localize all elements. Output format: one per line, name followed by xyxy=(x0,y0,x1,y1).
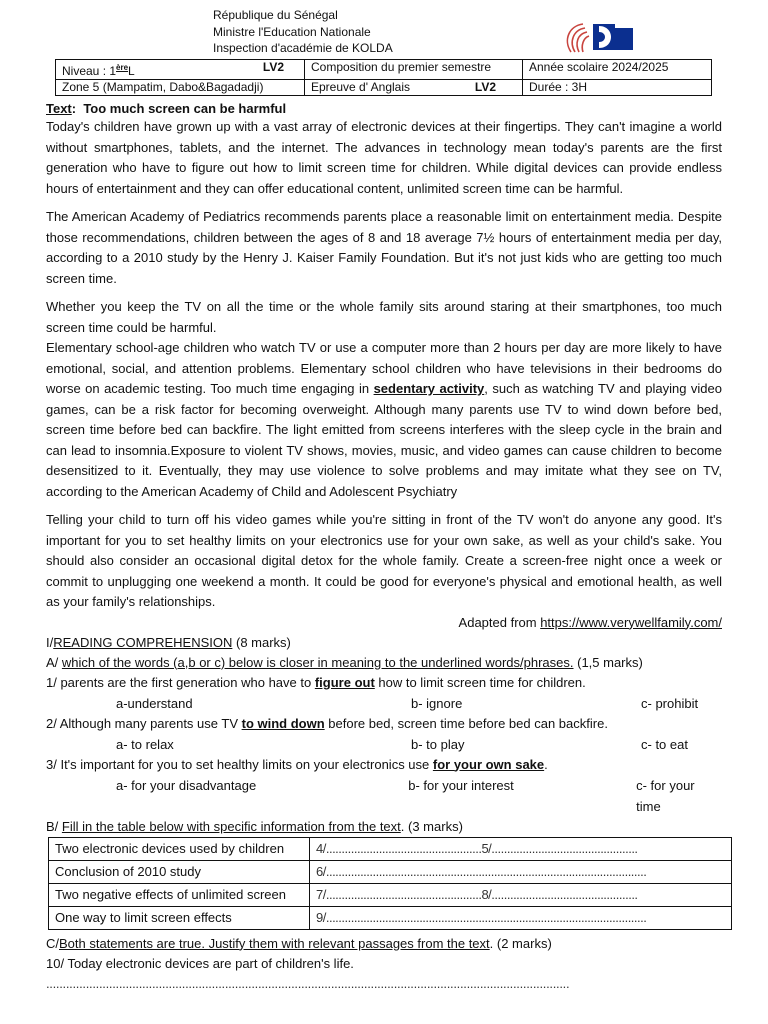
section-1-marks: (8 marks) xyxy=(232,634,291,650)
answer-number: 8/ xyxy=(481,887,492,902)
duree-cell xyxy=(523,80,712,96)
niveau-label: Niveau : 1 xyxy=(62,64,117,78)
question-3-options xyxy=(46,775,722,817)
zone-label: Zone 5 (Mampatim, Dabo&Bagadadji) xyxy=(62,80,264,94)
question-2 xyxy=(46,714,722,734)
niveau-sup: ère xyxy=(116,63,129,72)
answer-cell[interactable]: 9/....................................................................................................... xyxy=(310,906,732,929)
niveau-suffix: L xyxy=(128,64,135,78)
ministry-logo xyxy=(563,22,637,56)
option-b[interactable]: b- for your interest xyxy=(408,777,514,793)
paragraph-2: The American Academy of Pediatrics recommends parents place a reasonable limit on entertainment media. Despite those recommendations, children between the ages of 8 and 18 average 7½ hours of entertainment media per day, according to a 2010 study by the Henry J. Kaiser Family Foundation. But it's not just kids who are getting too much screen time. xyxy=(46,209,722,286)
part-b-marks: . (3 marks) xyxy=(400,818,463,834)
option-a[interactable]: a- to relax xyxy=(116,736,174,752)
option-a[interactable]: a- for your disadvantage xyxy=(116,777,257,793)
credit-prefix: Adapted from xyxy=(458,614,541,630)
question-3 xyxy=(46,755,722,775)
paragraph-1: Today's children have grown up with a vast array of electronic devices at their fingertips. They can't imagine a world without smartphones, tablets, and the internet. The advances in technology mean today's parents are the first generation who have to figure out how to limit screen time for children. While digital devices can provide endless hours of entertainment and they can offer educational content, unlimited screen time can be harmful. xyxy=(46,119,722,196)
fill-in-table xyxy=(48,837,732,930)
option-b[interactable]: b- to play xyxy=(411,736,465,752)
header-block xyxy=(213,7,393,57)
question-3-end: . xyxy=(544,756,548,772)
question-1-underlined: figure out xyxy=(314,674,375,690)
answer-number: 7/ xyxy=(316,887,326,902)
lv2-subject: LV2 xyxy=(474,80,496,94)
answer-number: 4/ xyxy=(316,841,326,856)
section-1-heading xyxy=(46,633,722,653)
niveau-cell xyxy=(56,60,305,80)
composition-label: Composition du premier semestre xyxy=(311,60,492,74)
part-a-marks: (1,5 marks) xyxy=(573,654,643,670)
option-a[interactable]: a-understand xyxy=(116,695,193,711)
part-a-num: A/ xyxy=(46,654,62,670)
answer-number: 6/ xyxy=(316,864,326,879)
section-1-title: READING COMPREHENSION xyxy=(53,634,233,650)
row-label: Two electronic devices used by children xyxy=(49,837,310,860)
question-2-underlined: to wind down xyxy=(241,715,325,731)
duree-label: Durée : 3H xyxy=(529,80,588,94)
inspection-name: Inspection d'académie de KOLDA xyxy=(213,41,393,55)
question-1 xyxy=(46,673,722,693)
paragraph-4 xyxy=(46,338,722,502)
table-row xyxy=(49,860,732,883)
text-title-value: Too much screen can be harmful xyxy=(83,101,287,116)
answer-cell[interactable]: 4/..................................................5/............................................... xyxy=(310,837,732,860)
part-b-num: B/ xyxy=(46,818,62,834)
part-a-instruction: which of the words (a,b or c) below is closer in meaning to the underlined words/phrases. xyxy=(61,654,574,670)
source-credit xyxy=(46,613,722,633)
annee-label: Année scolaire 2024/2025 xyxy=(529,60,669,74)
table-row xyxy=(49,883,732,906)
paragraph-5: Telling your child to turn off his video games while you're sitting in front of the TV won't do anyone any good. It's important for you to set healthy limits on your electronics use for your own sake, as well as your child's sake. You should also consider an occasional digital detox for the whole family. Create a screen-free night once a week or commit to unplugging one weekend a month. It could be good for everyone's physical and emotional health, as well as your family's relationships. xyxy=(46,512,722,609)
answer-cell[interactable]: 6/....................................................................................................... xyxy=(310,860,732,883)
answer-line[interactable]: .............................................................................................................................................................. xyxy=(46,975,570,991)
question-2-end: before bed, screen time before bed can backfire. xyxy=(324,715,608,731)
row-label: One way to limit screen effects xyxy=(49,906,310,929)
text-label: Text xyxy=(46,101,72,116)
exam-info-table xyxy=(55,59,712,96)
lv2-level: LV2 xyxy=(262,60,284,74)
epreuve-cell xyxy=(305,80,523,96)
part-c-marks: . (2 marks) xyxy=(489,935,552,951)
part-c-heading xyxy=(46,934,722,954)
country-name: République du Sénégal xyxy=(213,8,338,22)
zone-cell xyxy=(56,80,305,96)
annee-cell xyxy=(523,60,712,80)
document-body xyxy=(46,100,722,994)
option-b[interactable]: b- ignore xyxy=(411,695,463,711)
paragraph-4-end: , such as watching TV and playing video games, can be a risk factor for becoming overweight. Although many parents use TV to wind down before bed, screen time before bed can backfire. The light emitted from screens interferes with the sleep cycle in the brain and can lead to insomnia.Exposure to violent TV shows, movies, music, and video games can cause children to become desensitized to it. Eventually, they may use violence to solve problems and may imitate what they see on TV, according to the American Academy of Child and Adolescent Psychiatry xyxy=(46,381,722,499)
paragraph-3: Whether you keep the TV on all the time or the whole family sits around staring at their smartphones, too much screen time could be harmful. xyxy=(46,299,722,335)
underlined-sedentary-activity: sedentary activity xyxy=(373,381,485,396)
section-1-num: I/ xyxy=(46,634,54,650)
option-c[interactable]: c- for your time xyxy=(636,777,695,814)
epreuve-label: Epreuve d' Anglais xyxy=(311,80,411,94)
paragraph-4-start: Elementary school-age children who watch TV or use a computer more than 2 hours per day are more likely to have emotional, social, and attention problems. Elementary school children who have televisions in their bedrooms do worse on academic testing. Too much time engaging in xyxy=(46,340,722,396)
part-a-heading xyxy=(46,653,722,673)
part-b-instruction: Fill in the table below with specific information from the text xyxy=(61,818,401,834)
question-2-options xyxy=(46,734,722,755)
table-row xyxy=(49,837,732,860)
text-title: Text: Too much screen can be harmful xyxy=(46,101,287,116)
credit-link[interactable]: https://www.verywellfamily.com/ xyxy=(540,614,722,630)
option-c[interactable]: c- to eat xyxy=(641,736,688,752)
part-b-heading xyxy=(46,817,722,837)
question-3-underlined: for your own sake xyxy=(432,756,545,772)
part-c-num: C/ xyxy=(46,935,59,951)
option-c[interactable]: c- prohibit xyxy=(641,695,699,711)
question-10: 10/ Today electronic devices are part of children's life. xyxy=(46,955,354,971)
question-3-start: 3/ It's important for you to set healthy limits on your electronics use xyxy=(46,756,433,772)
question-1-options xyxy=(46,693,722,714)
answer-number: 9/ xyxy=(316,910,326,925)
answer-cell[interactable]: 7/..................................................8/............................................... xyxy=(310,883,732,906)
question-2-start: 2/ Although many parents use TV xyxy=(46,715,242,731)
ministry-name: Ministre l'Education Nationale xyxy=(213,24,371,39)
table-row xyxy=(49,906,732,929)
question-1-end: how to limit screen time for children. xyxy=(374,674,586,690)
part-c-instruction: Both statements are true. Justify them with relevant passages from the text xyxy=(59,935,490,951)
question-1-start: 1/ parents are the first generation who have to xyxy=(46,674,315,690)
composition-cell xyxy=(305,60,523,80)
row-label: Two negative effects of unlimited screen xyxy=(49,883,310,906)
row-label: Conclusion of 2010 study xyxy=(49,860,310,883)
answer-number: 5/ xyxy=(481,841,492,856)
